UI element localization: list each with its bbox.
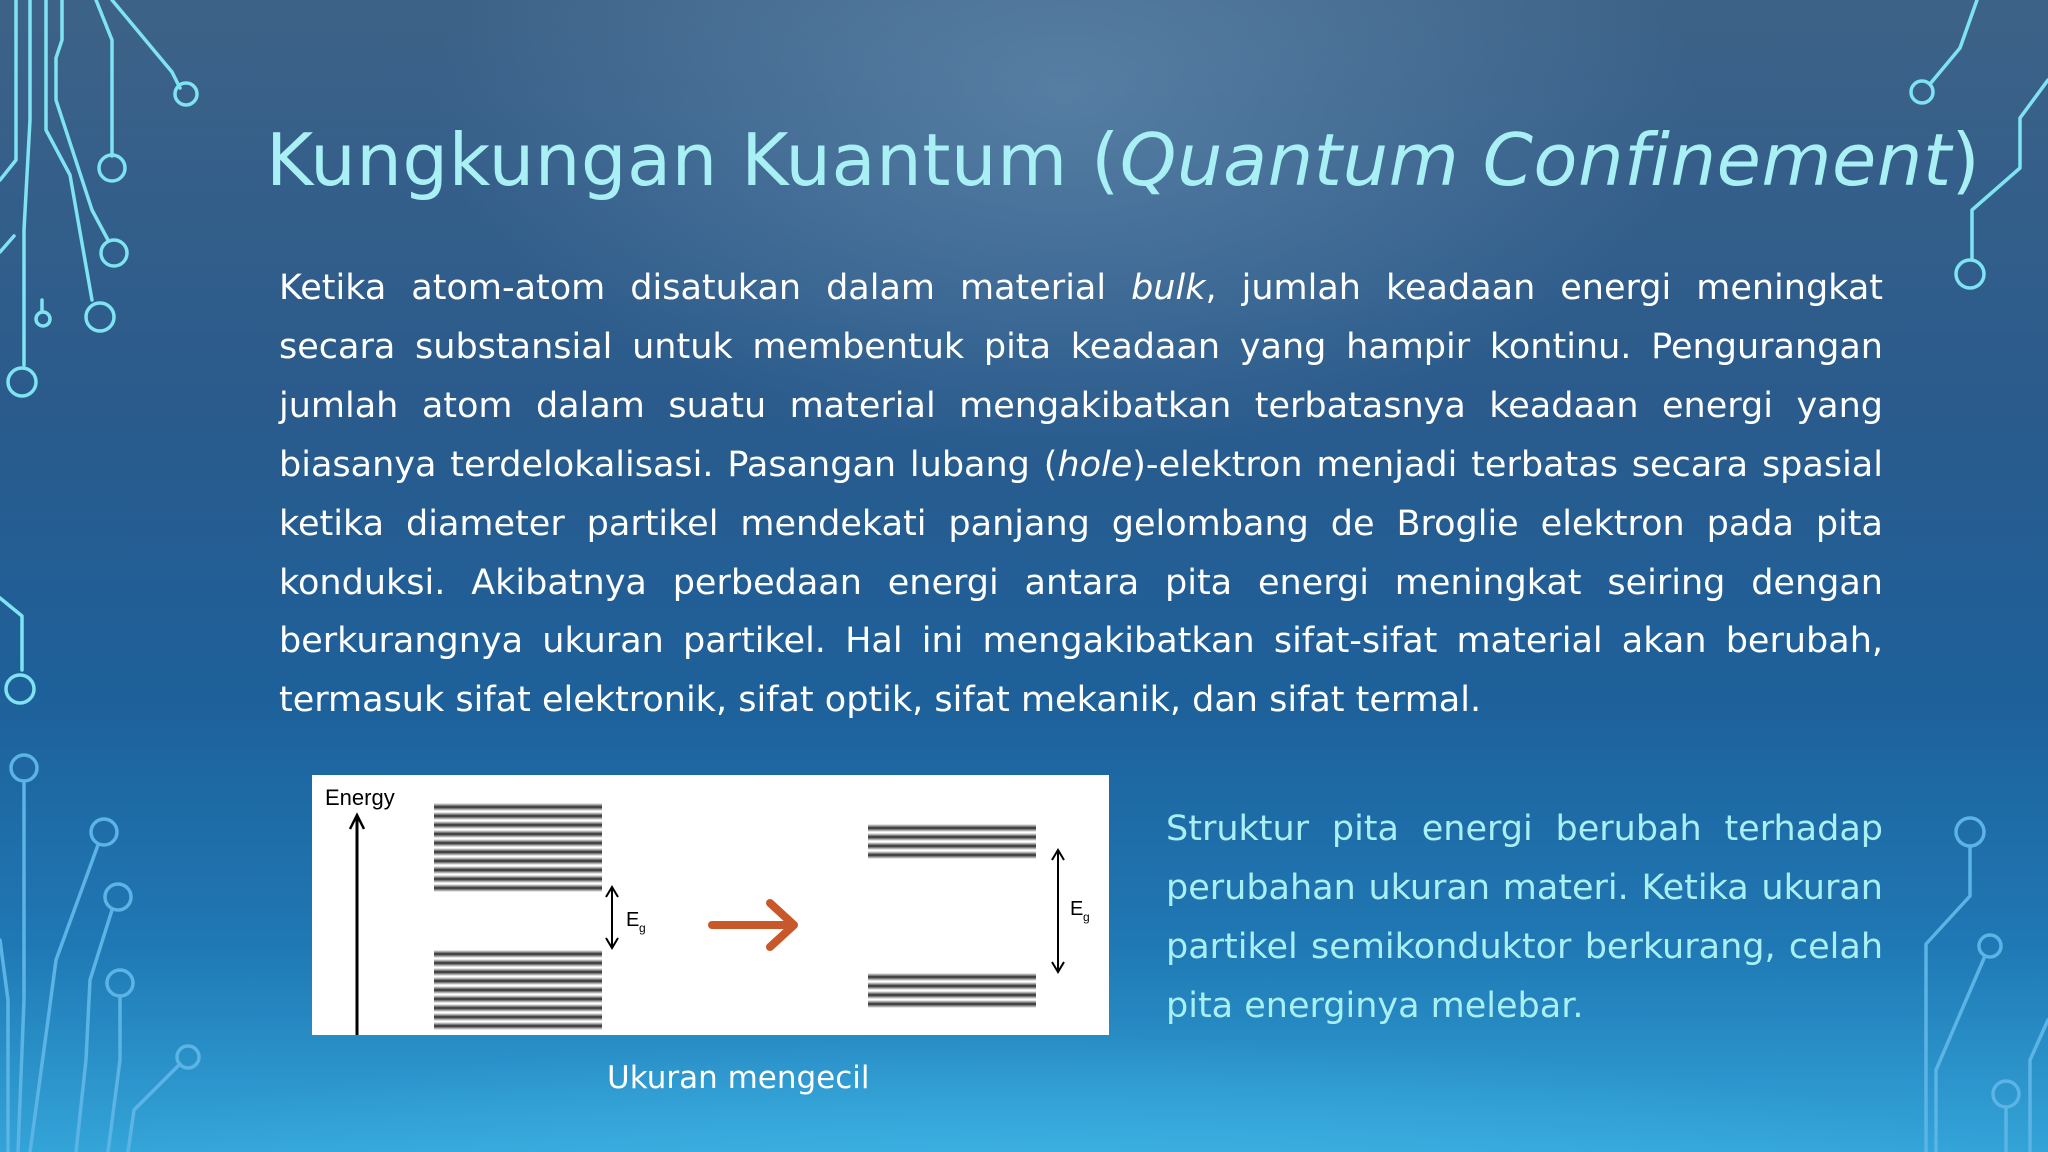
energy-axis-label: Energy	[325, 785, 395, 810]
side-description: Struktur pita energi berubah terhadap perubahan ukuran materi. Ketika ukuran partikel semikonduktor berkurang, celah pita energinya melebar.	[1166, 809, 1883, 1026]
bulk-conduction-band	[434, 803, 602, 892]
large-gap-label: E	[1070, 898, 1084, 920]
band-gap-figure	[312, 775, 1109, 1035]
size-reduction-arrow	[712, 903, 794, 947]
bulk-valence-band	[434, 950, 602, 1030]
title-main: Kungkungan Kuantum (	[266, 118, 1120, 202]
small-gap-subscript: g	[639, 921, 646, 935]
paragraph-bulk-term: bulk	[1131, 268, 1206, 308]
figure-caption: Ukuran mengecil	[607, 1060, 870, 1096]
small-gap-indicator	[606, 887, 646, 948]
slide-title	[266, 118, 1980, 202]
paragraph-part2: , jumlah keadaan energi meningkat secara substansial untuk membentuk pita keadaan yang hampir kontinu. Pengurangan jumlah atom dalam suatu material mengakibatkan terbatasnya keadaan energi yang biasanya terdelokalisasi. Pasangan lubang (	[279, 268, 1883, 485]
large-gap-subscript: g	[1083, 910, 1090, 924]
paragraph-hole-term: hole	[1057, 444, 1133, 485]
paragraph-part1: Ketika atom-atom disatukan dalam material	[279, 268, 1132, 308]
large-gap-indicator	[1052, 850, 1090, 972]
title-close: )	[1951, 118, 1981, 202]
body-paragraph	[279, 259, 1883, 730]
title-italic: Quantum Confinement	[1119, 118, 1952, 202]
nano-conduction-band	[868, 824, 1036, 859]
small-gap-label: E	[626, 909, 640, 931]
band-diagram	[312, 775, 1109, 1035]
paragraph-part3: )-elektron menjadi terbatas secara spasial ketika diameter partikel mendekati panjang gelombang de Broglie elektron pada pita konduksi. Akibatnya perbedaan energi antara pita energi meningkat seiring dengan berkurangnya ukuran partikel. Hal ini mengakibatkan sifat-sifat material akan berubah, termasuk sifat elektronik, sifat optik, sifat mekanik, dan sifat termal.	[279, 444, 1883, 721]
nano-valence-band	[868, 973, 1036, 1008]
